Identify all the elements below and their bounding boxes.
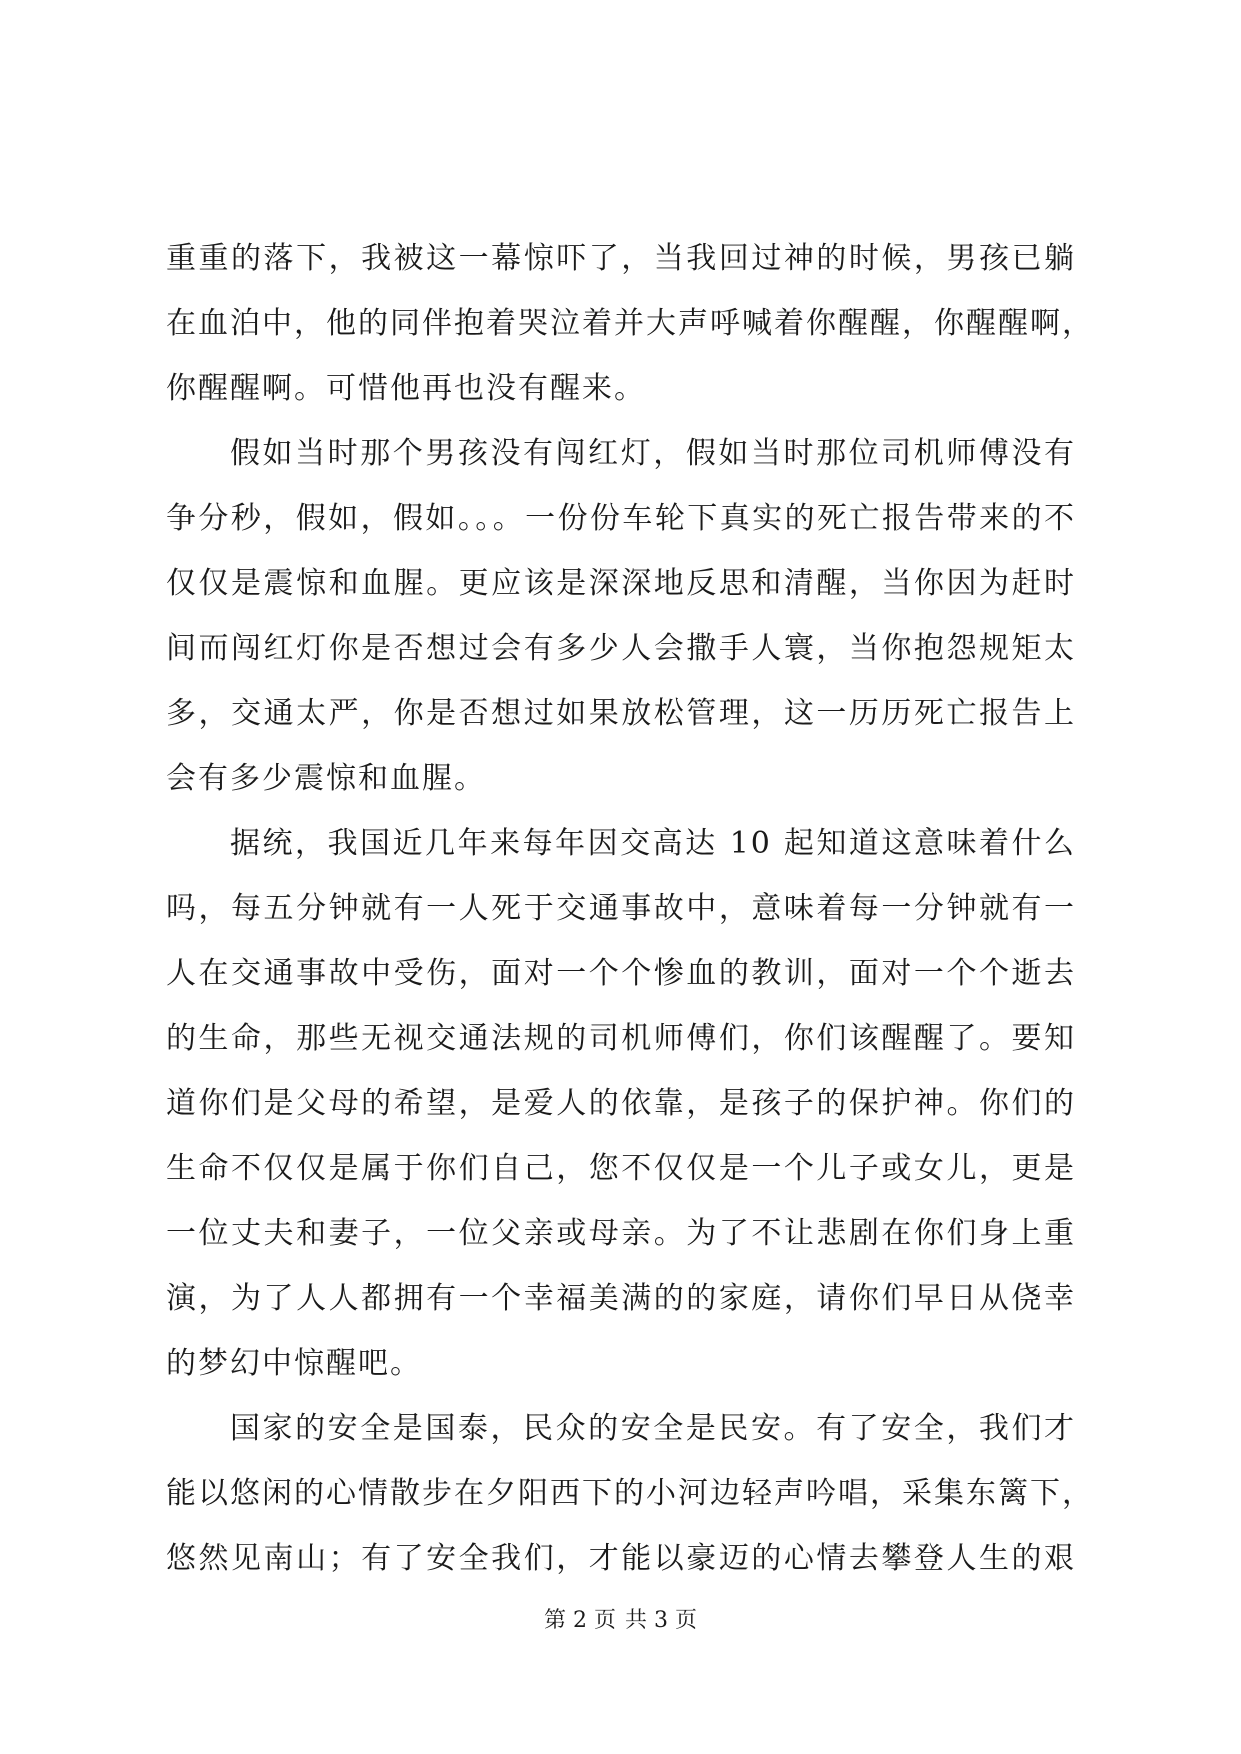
text-line: 多，交通太严，你是否想过如果放松管理，这一历历死亡报告上 [166, 696, 1076, 731]
text-line: 人在交通事故中受伤，面对一个个惨血的教训，面对一个个逝去 [166, 956, 1076, 991]
text-line: 吗，每五分钟就有一人死于交通事故中，意味着每一分钟就有一 [166, 891, 1076, 926]
text-line: 的生命，那些无视交通法规的司机师傅们，你们该醒醒了。要知 [166, 1021, 1076, 1056]
text-line: 你醒醒啊。可惜他再也没有醒来。 [166, 371, 646, 406]
document-body [166, 226, 1094, 1591]
text-line: 道你们是父母的希望，是爱人的依靠，是孩子的保护神。你们的 [166, 1086, 1076, 1121]
text-line: 重重的落下，我被这一幕惊吓了，当我回过神的时候，男孩已躺 [166, 241, 1076, 276]
page-footer [0, 1606, 1241, 1636]
text-line: 演，为了人人都拥有一个幸福美满的的家庭，请你们早日从侥幸 [166, 1281, 1076, 1316]
text-line: 会有多少震惊和血腥。 [166, 761, 486, 796]
paragraph-first-line: 据统，我国近几年来每年因交高达 10 起知道这意味着什么 [230, 826, 1076, 861]
text-line: 一位丈夫和妻子，一位父亲或母亲。为了不让悲剧在你们身上重 [166, 1216, 1076, 1251]
text-line: 仅仅是震惊和血腥。更应该是深深地反思和清醒，当你因为赶时 [166, 566, 1076, 601]
paragraph-first-line: 国家的安全是国泰，民众的安全是民安。有了安全，我们才 [230, 1411, 1076, 1446]
paragraph-first-line: 假如当时那个男孩没有闯红灯，假如当时那位司机师傅没有 [230, 436, 1076, 471]
text-line: 间而闯红灯你是否想过会有多少人会撒手人寰，当你抱怨规矩太 [166, 631, 1076, 666]
page-total: 共 3 页 [625, 1608, 697, 1633]
text-line: 生命不仅仅是属于你们自己，您不仅仅是一个儿子或女儿，更是 [166, 1151, 1076, 1186]
text-line: 在血泊中，他的同伴抱着哭泣着并大声呼喊着你醒醒，你醒醒啊， [166, 306, 1094, 341]
text-line: 的梦幻中惊醒吧。 [166, 1346, 422, 1381]
text-line: 争分秒，假如，假如。。。一份份车轮下真实的死亡报告带来的不 [166, 501, 1076, 536]
text-line: 能以悠闲的心情散步在夕阳西下的小河边轻声吟唱，采集东篱下， [166, 1476, 1094, 1511]
page-number: 第 2 页 [544, 1608, 616, 1633]
text-line: 悠然见南山；有了安全我们，才能以豪迈的心情去攀登人生的艰 [166, 1541, 1076, 1576]
